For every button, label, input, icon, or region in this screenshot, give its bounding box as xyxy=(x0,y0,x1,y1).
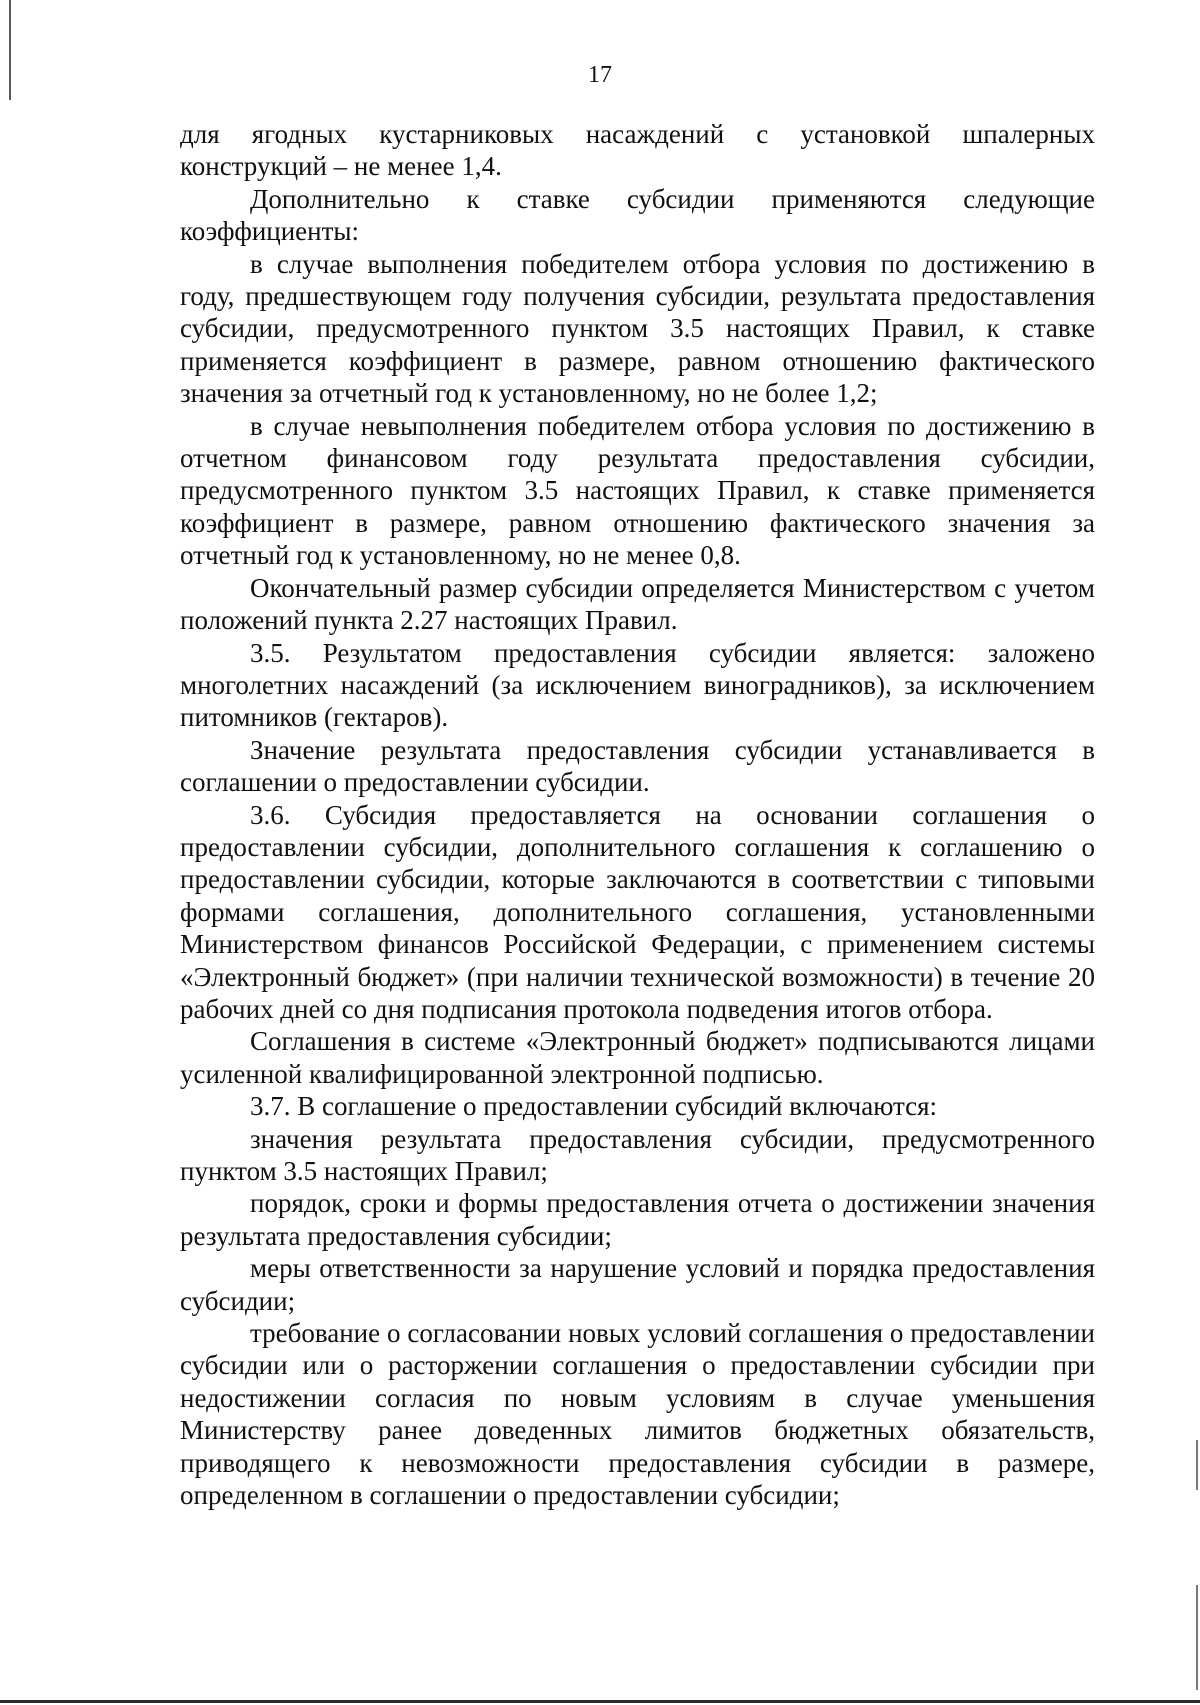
list-item-report-procedure: порядок, сроки и формы предоставления отчета о достижении значения результата предоставления субсидии; xyxy=(180,1188,1095,1251)
paragraph-clause-3-5: 3.5. Результатом предоставления субсидии является: заложено многолетних насаждений (за исключением виноградников), за исключением питомников (гектаров). xyxy=(180,637,1095,733)
paragraph-result-value: Значение результата предоставления субсидии устанавливается в соглашении о предоставлении субсидии. xyxy=(180,734,1095,798)
paragraph-agreements-signature: Соглашения в системе «Электронный бюджет» подписываются лицами усиленной квалифицированной электронной подписью. xyxy=(180,1026,1095,1089)
paragraph-coefficient-not-fulfilled: в случае невыполнения победителем отбора условия по достижению в отчетном финансовом году результата предоставления субсидии, предусмотренного пунктом 3.5 настоящих Правил, к ставке применяется коэффициент в размере, равном отношению фактического значения за отчетный год к установленному, но не менее 0,8. xyxy=(180,410,1095,571)
list-item-result-values: значения результата предоставления субсидии, предусмотренного пунктом 3.5 настоящих Правил; xyxy=(180,1123,1095,1186)
scan-edge-bottom xyxy=(0,1700,1200,1703)
paragraph-clause-3-7: 3.7. В соглашение о предоставлении субсидий включаются: xyxy=(250,1091,938,1122)
paragraph-berry-bushes-continued: для ягодных кустарниковых насаждений с установкой шпалерных конструкций – не менее 1,4. xyxy=(180,119,1095,182)
scan-edge-right-upper xyxy=(1196,1440,1198,1490)
list-item-new-conditions-requirement: требование о согласовании новых условий соглашения о предоставлении субсидии или о расторжении соглашения о предоставлении субсидии при недостижении согласия по новым условиям в случае уменьшения Министерству ранее доведенных лимитов бюджетных обязательств, приводящего к невозможности предоставления субсидии в размере, определенном в соглашении о предоставлении субсидии; xyxy=(180,1318,1095,1511)
page-number: 17 xyxy=(588,62,612,88)
document-body xyxy=(180,118,1095,1511)
paragraph-additional-coefficients: Дополнительно к ставке субсидии применяются следующие коэффициенты: xyxy=(180,183,1095,247)
paragraph-final-amount: Окончательный размер субсидии определяется Министерством с учетом положений пункта 2.27 настоящих Правил. xyxy=(180,572,1095,636)
paragraph-coefficient-fulfilled: в случае выполнения победителем отбора условия по достижению в году, предшествующем году получения субсидии, результата предоставления субсидии, предусмотренного пунктом 3.5 настоящих Правил, к ставке применяется коэффициент в размере, равном отношению фактического значения за отчетный год к установленному, но не более 1,2; xyxy=(180,248,1095,409)
list-item-liability-measures: меры ответственности за нарушение условий и порядка предоставления субсидии; xyxy=(180,1253,1095,1316)
paragraph-clause-3-6: 3.6. Субсидия предоставляется на основании соглашения о предоставлении субсидии, дополнительного соглашения к соглашению о предоставлении субсидии, которые заключаются в соответствии с типовыми формами соглашения, дополнительного соглашения, установленными Министерством финансов Российской Федерации, с применением системы «Электронный бюджет» (при наличии технической возможности) в течение 20 рабочих дней со дня подписания протокола подведения итогов отбора. xyxy=(180,799,1095,1024)
scan-edge-right-lower xyxy=(1196,1585,1198,1690)
